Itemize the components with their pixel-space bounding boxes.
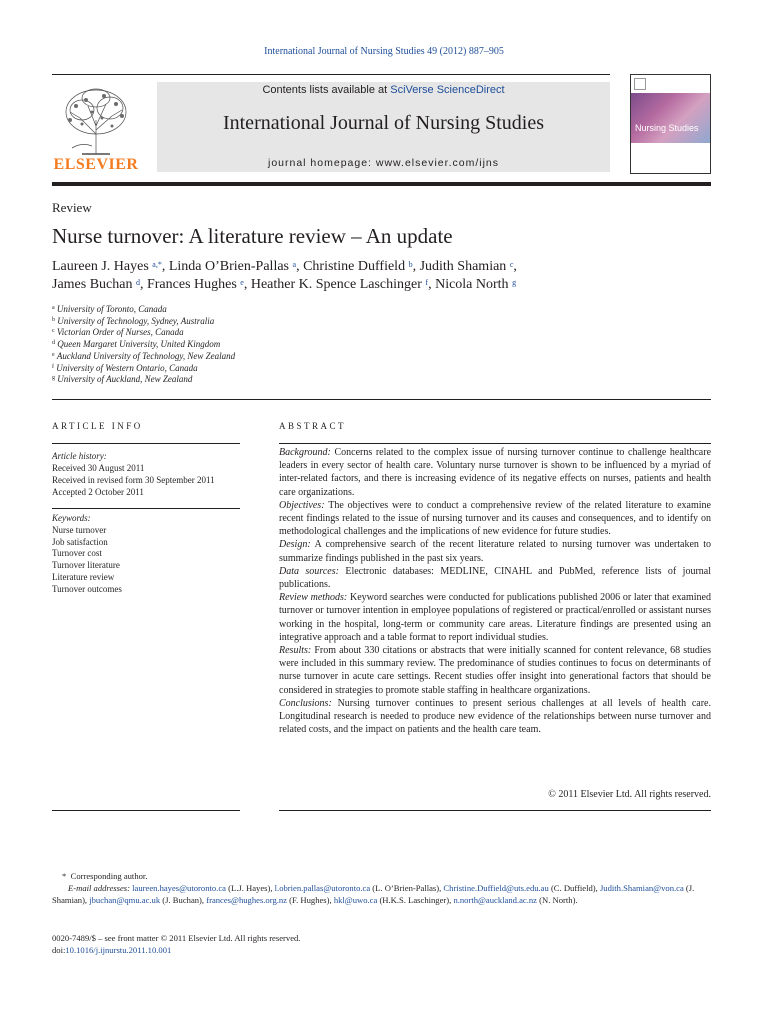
affiliation-mark: a: [52, 305, 55, 311]
affiliation-text: University of Technology, Sydney, Australia: [57, 315, 215, 326]
journal-banner: [157, 82, 610, 172]
journal-cover-thumbnail[interactable]: [630, 74, 711, 174]
abstract-paragraph: [279, 446, 711, 499]
author-affiliation-mark[interactable]: d: [135, 278, 140, 287]
abstract-section-label: Data sources:: [279, 565, 339, 577]
abstract-section-label: Background:: [279, 447, 331, 458]
email-label: E-mail addresses:: [68, 883, 130, 893]
abstract-section-label: Objectives:: [279, 499, 325, 511]
affiliation-item: [52, 339, 452, 351]
history-label: Article history:: [52, 451, 107, 461]
issn-line: 0020-7489/$ – see front matter © 2011 Elsevier Ltd. All rights reserved.: [52, 933, 301, 943]
cover-title: Nursing Studies: [635, 123, 699, 133]
abstract-section-text: Nursing turnover continues to present serious challenges at all levels of health care. Longitudinal research is needed to produce new evidence of the relationships between nurse turnover and related costs, and the impact on patients and the health care team.: [279, 697, 711, 736]
abstract-section-text: A comprehensive search of the recent literature related to nursing turnover was undertaken to summarize findings published in the past six years.: [279, 539, 711, 564]
doi-line: [52, 944, 712, 956]
email-link[interactable]: Judith.Shamian@von.ca: [599, 883, 684, 893]
corresponding-author-note: [52, 870, 712, 882]
affiliation-mark: g: [52, 375, 55, 382]
cover-artwork: [631, 93, 710, 143]
keyword-item: Turnover cost: [52, 548, 102, 559]
article-info-bottom-rule: [52, 810, 240, 811]
sciencedirect-link[interactable]: SciVerse ScienceDirect: [390, 84, 505, 96]
affiliation-mark: f: [52, 363, 54, 370]
article-title: Nurse turnover: A literature review – An update: [52, 224, 453, 248]
article-history: [52, 450, 242, 498]
author-name: Laureen J. Hayes: [52, 259, 149, 274]
front-matter: [52, 932, 712, 956]
affiliation-mark: e: [52, 351, 55, 358]
author-affiliation-mark[interactable]: e: [240, 278, 244, 287]
masthead-thick-rule: [52, 182, 711, 186]
keywords-list: [52, 513, 242, 596]
author-name: Judith Shamian: [419, 259, 507, 274]
keyword-item: Literature review: [52, 571, 115, 582]
abstract-copyright: © 2011 Elsevier Ltd. All rights reserved.: [548, 789, 711, 800]
affiliation-text: University of Auckland, New Zealand: [57, 374, 193, 385]
affiliation-list: [52, 304, 452, 386]
author-separator: ,: [243, 277, 251, 292]
author-separator: ,: [412, 259, 420, 274]
author-affiliation-mark[interactable]: a: [292, 260, 297, 269]
history-item: Received 30 August 2011: [52, 463, 145, 473]
author-separator: ,: [296, 259, 304, 274]
abstract-body: [279, 446, 711, 736]
elsevier-wordmark: ELSEVIER: [53, 156, 139, 173]
affiliation-item: [52, 374, 452, 386]
email-owner: (H.K.S. Laschinger),: [377, 895, 454, 905]
affiliation-text: University of Toronto, Canada: [56, 304, 167, 314]
abstract-section-text: Electronic databases: MEDLINE, CINAHL and PubMed, reference lists of journal publications.: [279, 565, 711, 591]
affiliation-text: Victorian Order of Nurses, Canada: [56, 327, 184, 338]
affiliation-text: University of Western Ontario, Canada: [56, 362, 198, 373]
author-name: Heather K. Spence Laschinger: [250, 277, 422, 292]
doi-link[interactable]: 10.1016/j.ijnurstu.2011.10.001: [65, 945, 172, 955]
abstract-section-text: Concerns related to the complex issue of nursing turnover continue to challenge healthcare leaders in every sector of health care. Voluntary nurse turnover is shown to be influenced by a myriad of inter-related factors, and there is increasing evidence of its negative effects on nurses, patients and health care organizations.: [279, 447, 712, 498]
cover-logo-icon: [634, 78, 646, 90]
corresponding-author-text: Corresponding author.: [70, 871, 148, 881]
email-link[interactable]: hkl@uwo.ca: [333, 895, 378, 905]
affiliation-text: Auckland University of Technology, New Zealand: [56, 350, 236, 361]
doi-prefix: doi:: [52, 945, 66, 955]
author-affiliation-mark[interactable]: g: [512, 278, 517, 287]
email-owner: (F. Hughes),: [287, 895, 334, 905]
email-owner: (J. Buchan),: [160, 895, 207, 905]
affiliation-mark: d: [52, 340, 55, 347]
keyword-item: Turnover literature: [52, 560, 120, 571]
abstract-section-text: The objectives were to conduct a comprehensive review of the related literature to examine recent findings related to the issue of nursing turnover and its causes and consequences, and to identify on methodological challenges and the implications of new evidence for future studies.: [279, 499, 711, 538]
history-item: Received in revised form 30 September 2011: [52, 475, 215, 485]
asterisk-mark: *: [62, 871, 67, 881]
keywords-rule: [52, 508, 240, 509]
abstract-bottom-rule: [279, 810, 711, 811]
author-separator: ,: [428, 277, 436, 292]
section-divider: [52, 399, 711, 400]
history-item: Accepted 2 October 2011: [52, 487, 144, 497]
affiliation-item: [52, 363, 452, 375]
keywords-label: Keywords:: [52, 513, 91, 523]
contents-line: [157, 84, 610, 96]
cover-bottom-band: [631, 143, 710, 173]
author-separator: ,: [161, 259, 169, 274]
abstract-paragraph: [279, 499, 711, 539]
author-separator: ,: [139, 277, 147, 292]
email-link[interactable]: frances@hughes.org.nz: [206, 895, 287, 905]
contents-prefix: Contents lists available at: [262, 84, 391, 96]
author-name: Christine Duffield: [303, 259, 406, 274]
abstract-section-label: Conclusions:: [279, 697, 332, 709]
abstract-paragraph: [279, 565, 711, 591]
affiliation-text: Queen Margaret University, United Kingdom: [57, 339, 221, 350]
abstract-heading: ABSTRACT: [279, 421, 347, 431]
affiliation-mark: b: [52, 316, 55, 323]
abstract-section-label: Results:: [279, 645, 312, 657]
email-link[interactable]: Christine.Duffield@uts.edu.au: [443, 883, 549, 893]
affiliation-mark: c: [52, 328, 55, 335]
article-info-heading: ARTICLE INFO: [52, 421, 143, 431]
author-name: James Buchan: [52, 277, 133, 292]
affiliation-item: [52, 351, 452, 363]
author-separator: ,: [513, 259, 517, 274]
email-link[interactable]: n.north@auckland.ac.nz: [453, 895, 537, 905]
abstract-section-label: Design:: [279, 539, 311, 551]
email-addresses: [52, 882, 712, 906]
keyword-item: Nurse turnover: [52, 524, 107, 535]
article-info-rule: [52, 443, 240, 444]
affiliation-item: [52, 304, 452, 316]
email-link[interactable]: l.obrien.pallas@utoronto.ca: [274, 883, 371, 893]
keyword-item: Job satisfaction: [52, 536, 108, 547]
abstract-section-text: Keyword searches were conducted for publications published 2006 or later that examined turnover or turnover intention in employee populations of registered or practical/enrolled or assistant nurses working in the hospital, long-term or community care areas. Literature findings are presented using an integrative approach and a table format to report individual studies.: [279, 592, 711, 643]
author-affiliation-mark[interactable]: a,*: [152, 260, 162, 269]
author-affiliation-mark[interactable]: c: [509, 260, 514, 269]
author-affiliation-mark[interactable]: b: [408, 260, 413, 269]
email-link[interactable]: laureen.hayes@utoronto.ca: [132, 883, 226, 893]
journal-homepage-link[interactable]: journal homepage: www.elsevier.com/ijns: [267, 157, 499, 169]
affiliation-item: [52, 327, 452, 339]
email-owner: (L.J. Hayes),: [225, 883, 275, 893]
article-type-label: Review: [52, 200, 92, 215]
elsevier-logo[interactable]: [52, 82, 140, 174]
masthead-top-rule: [52, 74, 610, 75]
abstract-paragraph: [279, 591, 711, 644]
author-name: Frances Hughes: [146, 277, 237, 292]
journal-name: International Journal of Nursing Studies: [222, 112, 545, 134]
author-name: Nicola North: [435, 277, 509, 292]
email-owner: (C. Duffield),: [548, 883, 600, 893]
author-list: [52, 258, 712, 294]
keyword-item: Turnover outcomes: [52, 583, 122, 594]
footnotes: [52, 870, 712, 906]
abstract-paragraph: [279, 538, 711, 564]
affiliation-item: [52, 316, 452, 328]
abstract-paragraph: [279, 697, 711, 737]
journal-citation[interactable]: International Journal of Nursing Studies 49 (2012) 887–905: [264, 46, 504, 57]
abstract-top-rule: [279, 443, 711, 444]
abstract-section-label: Review methods:: [279, 592, 348, 604]
abstract-paragraph: [279, 644, 711, 697]
author-name: Linda O’Brien-Pallas: [168, 259, 289, 274]
email-owner: (L. O’Brien-Pallas),: [370, 883, 444, 893]
abstract-section-text: From about 330 citations or abstracts that were initially scanned for content relevance, 68 studies were included in this summary review. The predominance of studies continues to focus on determinants of nurse turnover in acute care settings. Recent studies offer insight into generational factors that should be considered in strategies to promote stable staffing in healthcare organizations.: [279, 645, 712, 696]
author-affiliation-mark[interactable]: f: [425, 278, 429, 287]
email-owner: (N. North).: [537, 895, 578, 905]
email-owner: (J. Shamian),: [52, 883, 695, 905]
email-link[interactable]: jbuchan@qmu.ac.uk: [89, 895, 161, 905]
